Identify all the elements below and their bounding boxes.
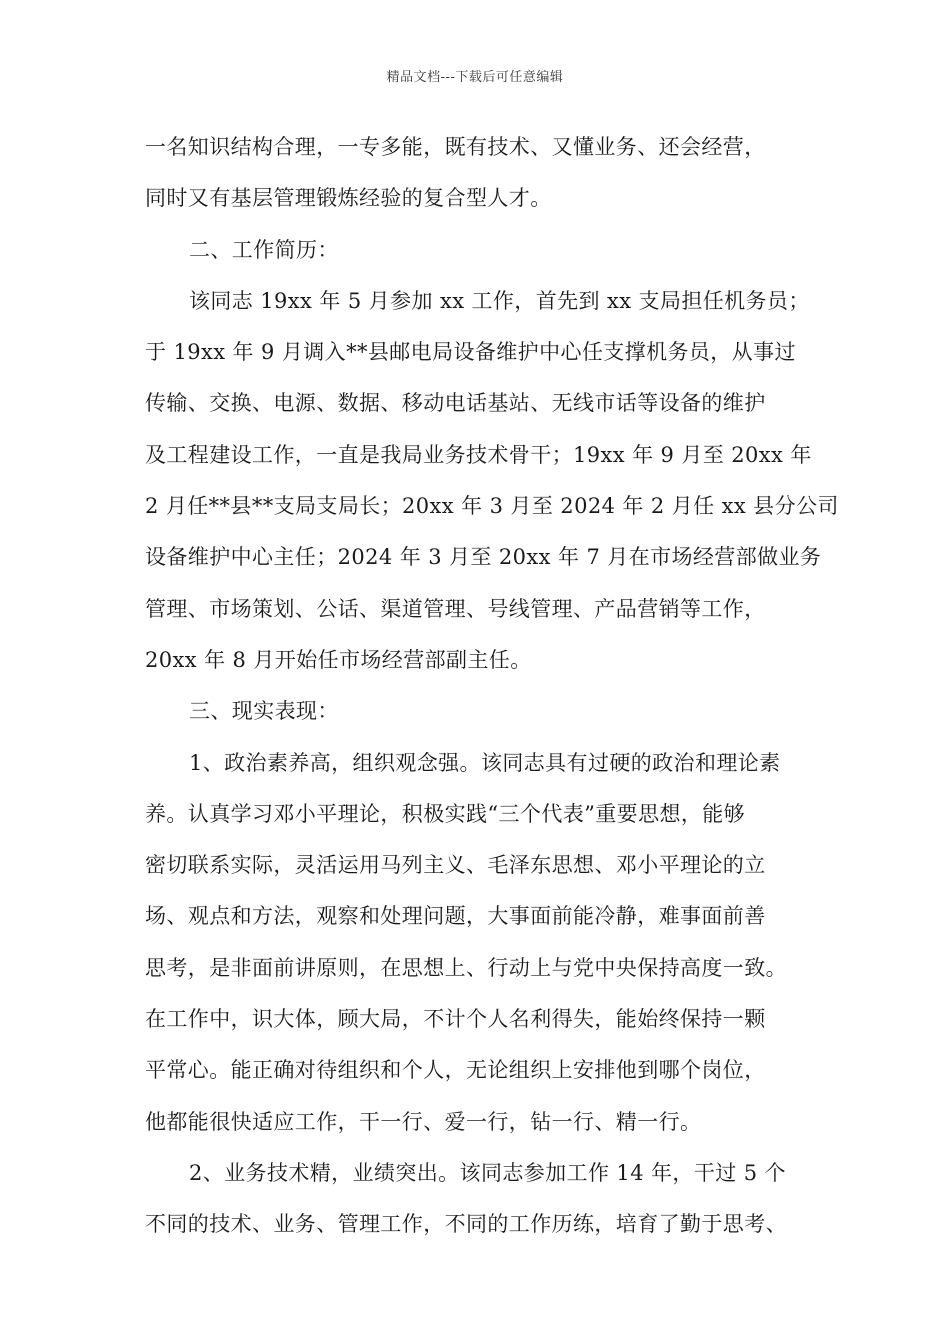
text-line: 及工程建设工作，一直是我局业务技术骨干；19xx 年 9 月至 20xx 年 xyxy=(145,442,812,467)
text-line: 传输、交换、电源、数据、移动电话基站、无线市话等设备的维护 xyxy=(145,391,766,416)
text-line: 养。认真学习邓小平理论，积极实践“三个代表”重要思想，能够 xyxy=(145,801,746,826)
text-line: 思考，是非面前讲原则，在思想上、行动上与党中央保持高度一致。 xyxy=(145,955,787,980)
text-line: 1、政治素养高，组织观念强。该同志具有过硬的政治和理论素 xyxy=(189,750,781,775)
text-line: 于 19xx 年 9 月调入**县邮电局设备维护中心任支撑机务员，从事过 xyxy=(145,340,796,365)
text-line: 管理、市场策划、公话、渠道管理、号线管理、产品营销等工作， xyxy=(145,596,766,621)
text-line: 一名知识结构合理，一专多能，既有技术、又懂业务、还会经营， xyxy=(145,135,766,159)
text-line: 不同的技术、业务、管理工作，不同的工作历练，培育了勤于思考、 xyxy=(145,1212,787,1237)
text-line: 20xx 年 8 月开始任市场经营部副主任。 xyxy=(145,647,532,672)
text-line: 他都能很快适应工作，干一行、爱一行，钻一行、精一行。 xyxy=(145,1109,702,1134)
text-line: 2、业务技术精，业绩突出。该同志参加工作 14 年，干过 5 个 xyxy=(189,1160,786,1185)
section-heading-performance: 三、现实表现： xyxy=(189,699,339,724)
text-line: 在工作中，识大体，顾大局，不计个人名利得失，能始终保持一颗 xyxy=(145,1007,766,1032)
document-body xyxy=(145,122,839,1251)
text-line: 设备维护中心主任；2024 年 3 月至 20xx 年 7 月在市场经营部做业务 xyxy=(145,545,822,570)
page-header: 精品文档---下载后可任意编辑 xyxy=(386,70,564,85)
text-line: 该同志 19xx 年 5 月参加 xx 工作，首先到 xx 支局担任机务员； xyxy=(189,288,810,313)
section-heading-work-history: 二、工作简历： xyxy=(189,237,339,262)
text-line: 场、观点和方法，观察和处理问题，大事面前能冷静，难事面前善 xyxy=(145,904,766,929)
text-line: 同时又有基层管理锻炼经验的复合型人才。 xyxy=(145,186,552,211)
text-line: 密切联系实际，灵活运用马列主义、毛泽东思想、邓小平理论的立 xyxy=(145,853,766,878)
text-line: 平常心。能正确对待组织和个人，无论组织上安排他到哪个岗位， xyxy=(145,1058,766,1083)
text-line: 2 月任**县**支局支局长；20xx 年 3 月至 2024 年 2 月任 xx 县分公司 xyxy=(145,494,839,519)
